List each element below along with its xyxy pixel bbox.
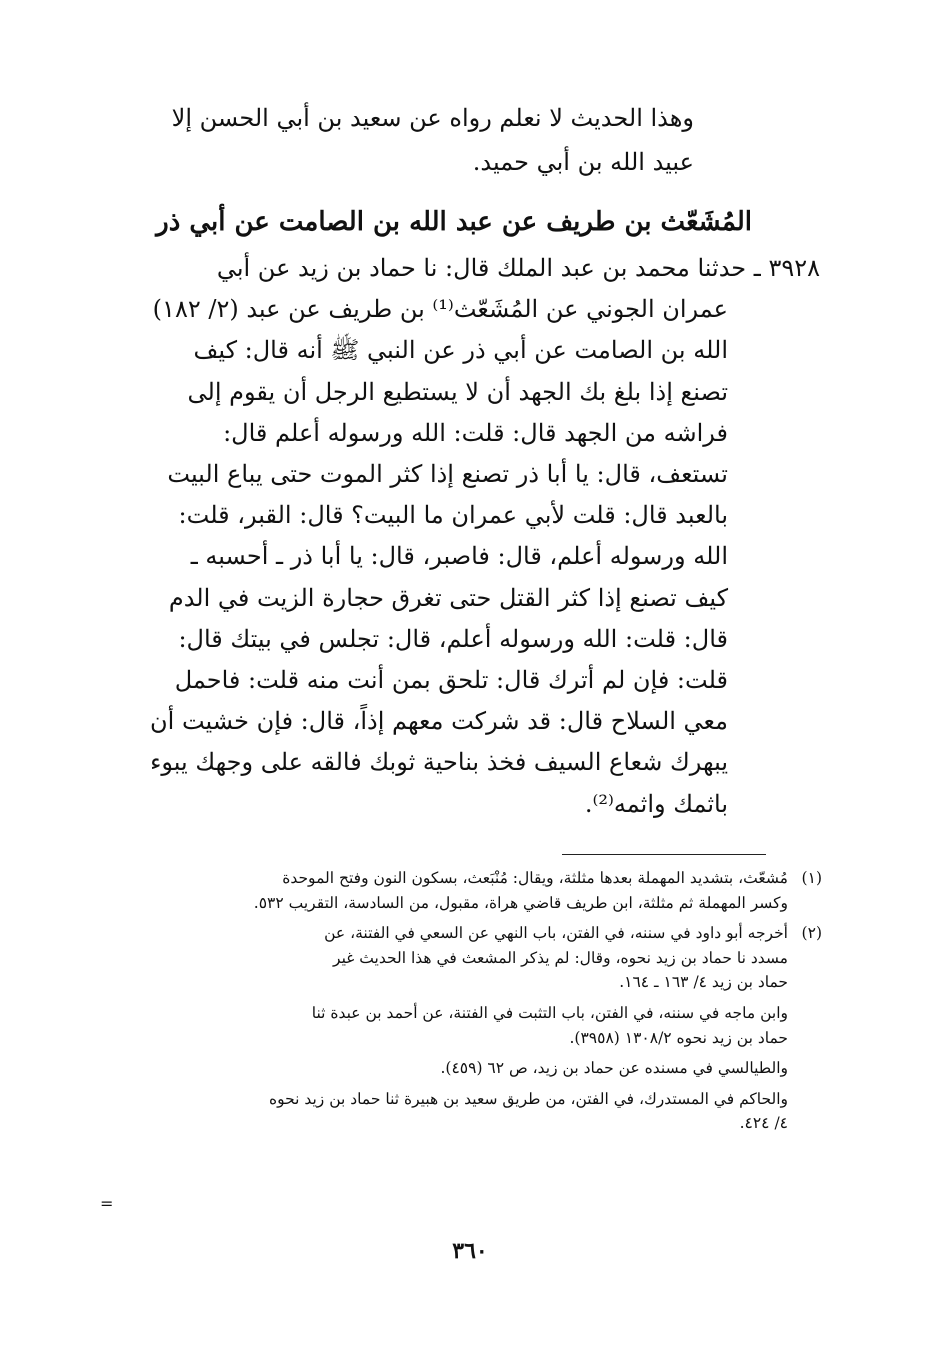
page-number: ٣٦٠ xyxy=(452,1238,488,1264)
hadith-line: يبهرك شعاع السيف فخذ بناحية ثوبك فالقه على وجهك يبوء xyxy=(150,748,728,777)
footnote-1 xyxy=(102,866,822,915)
footnote-number: (٢) xyxy=(801,924,822,943)
footnote-line: مُشعّث، بتشديد المهملة بعدها مثلثة، ويقال: مُنْبَعث، بسكون النون وفتح الموحدة xyxy=(282,869,788,887)
hadith-first-line xyxy=(110,248,820,289)
footnote-paragraph xyxy=(102,1001,822,1050)
footnote-paragraph xyxy=(102,1087,822,1136)
footnote-line: مسدد نا حماد بن زيد نحوه، وقال: لم يذكر المشعث في هذا الحديث غير xyxy=(333,948,788,967)
hadith-line: عمران الجوني عن المُشَعّث⁽¹⁾ بن طريف عن عبد (٢/ ١٨٢) xyxy=(152,295,728,324)
footnote-line: والحاكم في المستدرك، في الفتن، من طريق سعيد بن هبيرة ثنا حماد بن زيد نحوه xyxy=(268,1089,788,1108)
intro-line: وهذا الحديث لا نعلم رواه عن سعيد بن أبي الحسن إلا xyxy=(171,104,694,132)
footnotes xyxy=(102,866,822,1142)
hadith-line: باثمك واثمه⁽²⁾. xyxy=(584,789,728,818)
footnote-paragraph xyxy=(102,1056,822,1081)
footnote-line: حماد بن زيد نحوه ١٣٠٨/٢ (٣٩٥٨). xyxy=(569,1028,788,1047)
footnote-line: أخرجه أبو داود في سننه، في الفتن، باب النهي عن السعي في الفتنة، عن xyxy=(324,924,788,943)
footnote-separator xyxy=(562,854,766,855)
footnote-line: حماد بن زيد ٤/ ١٦٣ ـ ١٦٤. xyxy=(619,973,788,992)
hadith-line: الله بن الصامت عن أبي ذر عن النبي ﷺ أنه قال: كيف xyxy=(193,336,728,365)
hadith-line: قال: قلت: الله ورسوله أعلم، قال: تجلس في بيتك قال: xyxy=(178,624,728,653)
footnote-line: ٤/ ٤٢٤. xyxy=(739,1114,788,1133)
hadith-line: الله ورسوله أعلم، قال: فاصبر، قال: يا أبا ذر ـ أحسبه ـ xyxy=(190,542,728,571)
hadith-text xyxy=(110,248,820,825)
footnote-number: (١) xyxy=(801,869,822,887)
hadith-line: تستعف، قال: يا أبا ذر تصنع إذا كثر الموت حتى يباع البيت xyxy=(167,460,728,489)
hadith-line: ـ حدثنا محمد بن عبد الملك قال: نا حماد بن زيد عن أبي xyxy=(216,254,761,282)
intro-line: عبيد الله بن أبي حميد. xyxy=(472,148,694,176)
footnote-line: وابن ماجه في سننه، في الفتن، باب التثبت في الفتنة، عن أحمد بن عبدة ثنا xyxy=(311,1003,788,1022)
footnote-line: والطيالسي في مسنده عن حماد بن زيد، ص ٦٢ (٤٥٩). xyxy=(440,1059,788,1078)
hadith-line: فراشه من الجهد قال: قلت: الله ورسوله أعلم قال: xyxy=(223,418,728,447)
hadith-line: قلت: فإن لم أترك قال: تلحق بمن أنت منه قلت: فاحمل xyxy=(174,666,728,695)
section-heading: المُشَعّث بن طريف عن عبد الله بن الصامت عن أبي ذر xyxy=(156,207,752,237)
footnote-line: وكسر المهملة ثم مثلثة، ابن طريف قاضي هراة، مقبول، من السادسة، التقريب ٥٣٢. xyxy=(253,893,788,912)
hadith-number: ٣٩٢٨ xyxy=(768,254,820,282)
intro-paragraph xyxy=(74,96,694,184)
hadith-line: معي السلاح قال: قد شركت معهم إذاً، قال: فإن خشيت أن xyxy=(150,707,728,736)
footnote-2 xyxy=(102,921,822,995)
hadith-line: تصنع إذا بلغ بك الجهد أن لا يستطيع الرجل أن يقوم إلى xyxy=(187,377,728,406)
hadith-line: كيف تصنع إذا كثر القتل حتى تغرق حجارة الزيت في الدم xyxy=(168,583,728,612)
hadith-line: بالعبد قال: قلت لأبي عمران ما البيت؟ قال: القبر، قلت: xyxy=(178,501,728,530)
continuation-mark: = xyxy=(100,1194,114,1213)
